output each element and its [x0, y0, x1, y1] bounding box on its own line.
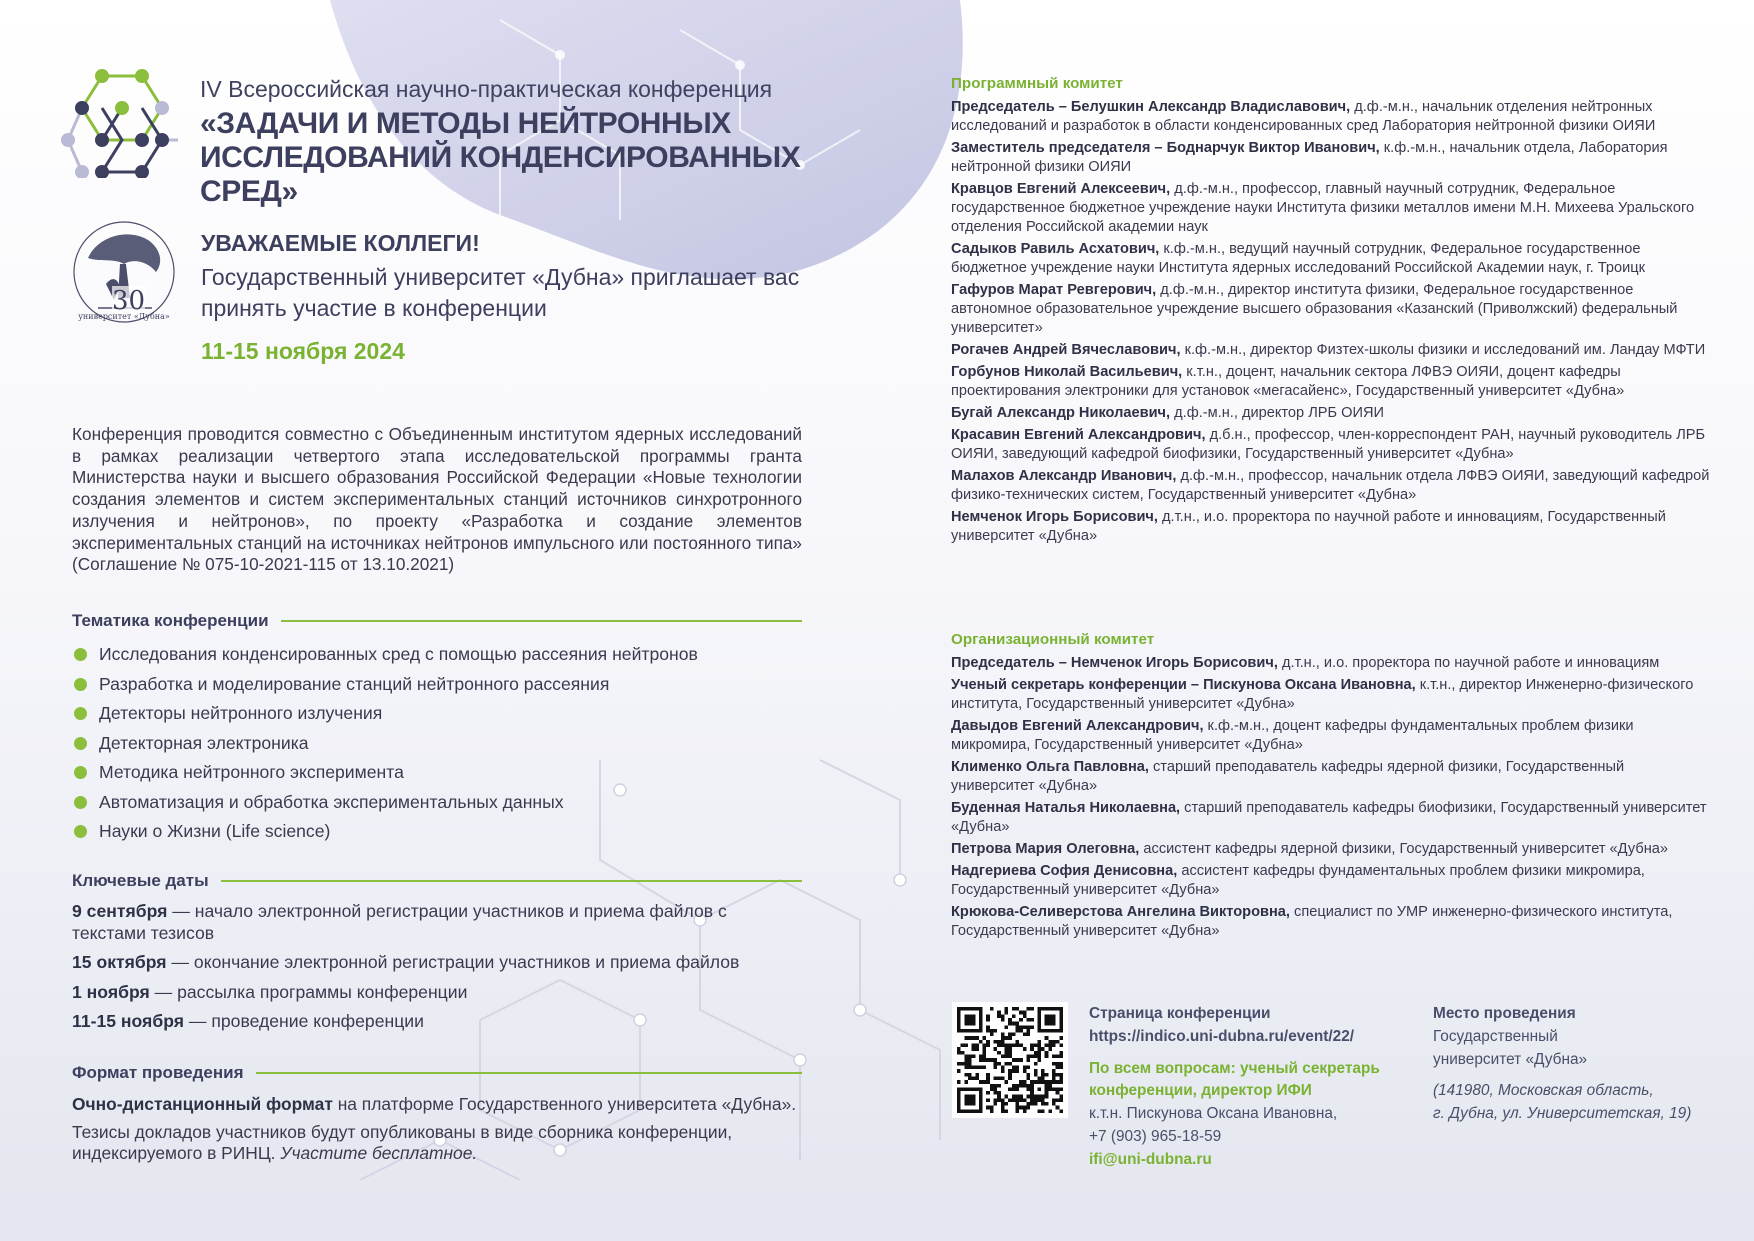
questions-line-2: конференции, директор ИФИ [1089, 1082, 1312, 1099]
member-name: Петрова Мария Олеговна, [951, 841, 1140, 857]
committee-member [951, 676, 1711, 714]
university-logo [68, 218, 180, 326]
member-desc: д.ф.-м.н., директор института физики, Федеральное государственное автономное образовательное учреждение высшего образования «Казанский (Приволжский) федеральный университет» [951, 282, 1678, 336]
key-date: 9 сентября [72, 901, 168, 921]
org-committee [951, 631, 1711, 944]
committee-member [951, 508, 1711, 546]
committee-member [951, 840, 1711, 859]
divider [221, 880, 802, 882]
member-desc: старший преподаватель кафедры биофизики, Государственный университет «Дубна» [951, 800, 1707, 835]
key-date-text: — проведение конференции [183, 1011, 424, 1031]
university-logo-number: 30 [112, 286, 146, 316]
member-name: Заместитель председателя – Боднарчук Виктор Иванович, [951, 140, 1380, 156]
bullet-icon [74, 678, 87, 691]
format-line-1 [72, 1094, 812, 1116]
committee-member [951, 654, 1711, 673]
venue-line-2: университет «Дубна» [1433, 1051, 1588, 1068]
org-committee-heading: Организационный комитет [951, 631, 1155, 648]
key-date-item [72, 901, 802, 944]
key-date-item [72, 1011, 802, 1033]
venue-address-2: г. Дубна, ул. Университетская, 19) [1433, 1105, 1692, 1122]
qr-code[interactable] [952, 1002, 1068, 1118]
member-desc: к.ф.-м.н., ведущий научный сотрудник, Федеральное государственное бюджетное учреждение науки Института ядерных исследований Российской Академии наук, г. Троицк [951, 241, 1645, 276]
member-desc: старший преподаватель кафедры ядерной физики, Государственный университет «Дубна» [951, 759, 1625, 794]
topic-text: Исследования конденсированных сред с помощью рассеяния нейтронов [99, 644, 698, 665]
member-name: Буденная Наталья Николаевна, [951, 800, 1181, 816]
member-name: Председатель – Белушкин Александр Владиславович, [951, 99, 1351, 115]
topic-text: Разработка и моделирование станций нейтронного рассеяния [99, 673, 610, 694]
committee-member [951, 281, 1711, 338]
list-item [74, 817, 698, 847]
key-date: 15 октября [72, 952, 167, 972]
committee-member [951, 404, 1711, 423]
bullet-icon [74, 737, 87, 750]
member-name: Крюкова-Селиверстова Ангелина Викторовна, [951, 904, 1290, 920]
key-date-text: — рассылка программы конференции [149, 981, 468, 1002]
member-desc: специалист по УМР инженерно-физического института, Государственный университет «Дубна» [951, 904, 1673, 939]
conference-subtitle: IV Всероссийская научно-практическая конференция [200, 76, 773, 102]
conference-title [200, 107, 840, 209]
divider [256, 1072, 802, 1074]
format-text: Тезисы докладов участников будут опубликованы в виде сборника конференции, индексируемого в РИНЦ. [72, 1121, 733, 1163]
conference-logo [60, 68, 184, 178]
member-desc: д.ф.-м.н., начальник отделения нейтронных исследований и разработок в области конденсированных сред Лаборатория нейтронной физики ОИЯИ [951, 99, 1656, 134]
committee-member [951, 717, 1711, 755]
bullet-icon [74, 707, 87, 720]
member-name: Гафуров Марат Ревгерович, [951, 282, 1157, 298]
member-desc: д.ф.-м.н., директор ЛРБ ОИЯИ [1170, 405, 1385, 421]
greeting-heading: УВАЖАЕМЫЕ КОЛЛЕГИ! [201, 230, 480, 256]
format-bold: Очно-дистанционный формат [72, 1094, 333, 1114]
conference-link[interactable]: https://indico.uni-dubna.ru/event/22/ [1089, 1028, 1355, 1045]
list-item [74, 640, 698, 670]
venue-block [1433, 1002, 1733, 1125]
member-desc: д.б.н., профессор, член-корреспондент РАН, научный руководитель ЛРБ ОИЯИ, заведующий кафедрой биофизики, Государственный университет «Дубна» [951, 427, 1706, 462]
member-name: Рогачев Андрей Вячеславович, [951, 342, 1181, 358]
key-date-text: — окончание электронной регистрации участников и приема файлов [166, 952, 740, 972]
bullet-icon [74, 766, 87, 779]
conference-dates: 11-15 ноября 2024 [201, 338, 405, 364]
member-name: Надгериева София Денисовна, [951, 863, 1178, 879]
divider [281, 620, 802, 622]
format-heading [72, 1063, 802, 1083]
contact-block [1089, 1002, 1419, 1171]
university-logo-text: университет «Дубна» [78, 312, 170, 321]
topics-heading [72, 611, 802, 631]
committee-member [951, 180, 1711, 237]
bullet-icon [74, 825, 87, 838]
member-name: Красавин Евгений Александрович, [951, 427, 1206, 443]
topics-list [74, 640, 698, 847]
format-text: на платформе Государственного университета «Дубна». [332, 1094, 797, 1114]
member-name: Кравцов Евгений Алексеевич, [951, 181, 1171, 197]
member-desc: д.ф.-м.н., профессор, начальник отдела ЛФВЭ ОИЯИ, заведующий кафедрой физико-технических систем, Государственный университет «Дубна» [951, 468, 1710, 503]
topics-heading-label: Тематика конференции [72, 611, 269, 630]
title-line-1: «ЗАДАЧИ И МЕТОДЫ НЕЙТРОННЫХ [200, 107, 731, 140]
committee-member [951, 240, 1711, 278]
key-date-item [72, 982, 802, 1004]
topic-text: Автоматизация и обработка экспериментальных данных [99, 791, 564, 812]
page-label: Страница конференции [1089, 1005, 1271, 1022]
key-dates-heading [72, 871, 802, 891]
topic-text: Детекторная электроника [99, 732, 309, 753]
member-desc: д.ф.-м.н., профессор, главный научный сотрудник, Федеральное государственное бюджетное учреждение науки Института физики металлов имени М.Н. Михеева Уральского отделения Российской академии наук [951, 181, 1695, 235]
list-item [74, 758, 698, 788]
format-section [72, 1094, 812, 1171]
committee-member [951, 467, 1711, 505]
member-name: Малахов Александр Иванович, [951, 468, 1177, 484]
contact-email[interactable]: ifi@uni-dubna.ru [1089, 1151, 1212, 1168]
committee-member [951, 862, 1711, 900]
committee-member [951, 341, 1711, 360]
key-dates-list [72, 901, 802, 1041]
committee-member [951, 426, 1711, 464]
member-name: Бугай Александр Николаевич, [951, 405, 1171, 421]
member-desc: д.т.н., и.о. проректора по научной работе и инновациям [1277, 655, 1660, 671]
contact-person: к.т.н. Пискунова Оксана Ивановна, [1089, 1105, 1338, 1122]
list-item [74, 670, 698, 700]
key-date-text: — начало электронной регистрации участников и приема файлов с текстами тезисов [72, 901, 727, 943]
member-name: Ученый секретарь конференции – Пискунова Оксана Ивановна, [951, 677, 1416, 693]
title-line-2: ИССЛЕДОВАНИЙ КОНДЕНСИРОВАННЫХ СРЕД» [200, 141, 801, 208]
venue-line-1: Государственный [1433, 1028, 1558, 1045]
format-line-2 [72, 1122, 812, 1165]
contact-phone[interactable]: +7 (903) 965-18-59 [1089, 1128, 1222, 1145]
list-item [74, 699, 698, 729]
member-desc: ассистент кафедры ядерной физики, Государственный университет «Дубна» [1139, 841, 1668, 857]
member-desc: д.т.н., и.о. проректора по научной работе и инновациям, Государственный университет «Дубна» [951, 509, 1666, 544]
committee-member [951, 363, 1711, 401]
member-desc: к.т.н., доцент, начальник сектора ЛФВЭ ОИЯИ, доцент кафедры проектирования электроники для установок «мегасайенс», Государственный университет «Дубна» [951, 364, 1625, 399]
committee-member [951, 799, 1711, 837]
topic-text: Науки о Жизни (Life science) [99, 821, 331, 842]
member-desc: ассистент кафедры фундаментальных проблем физики микромира, Государственный университет «Дубна» [951, 863, 1645, 898]
key-date-item [72, 952, 802, 974]
member-name: Садыков Равиль Асхатович, [951, 241, 1160, 257]
key-dates-heading-label: Ключевые даты [72, 871, 209, 890]
committee-member [951, 139, 1711, 177]
topic-text: Детекторы нейтронного излучения [99, 703, 383, 724]
questions-line-1: По всем вопросам: ученый секретарь [1089, 1060, 1380, 1077]
member-name: Давыдов Евгений Александрович, [951, 718, 1204, 734]
bullet-icon [74, 796, 87, 809]
intro-paragraph: Конференция проводится совместно с Объединенным институтом ядерных исследований в рамках реализации четвертого этапа исследовательской программы гранта Министерства науки и высшего образования Российской Федерации «Новые технологии создания элементов и систем экспериментальных станций источников синхротронного излучения и нейтронов», по проекту «Разработка и создание элементов экспериментальных станций на источниках нейтронов импульсного или постоянного типа» (Соглашение № 075-10-2021-115 от 13.10.2021) [72, 424, 802, 575]
format-heading-label: Формат проведения [72, 1063, 244, 1082]
bullet-icon [74, 648, 87, 661]
member-desc: к.ф.-м.н., начальник отдела, Лаборатория нейтронной физики ОИЯИ [951, 140, 1668, 175]
list-item [74, 729, 698, 759]
program-committee-heading: Программный комитет [951, 75, 1123, 92]
committee-member [951, 758, 1711, 796]
member-name: Клименко Ольга Павловна, [951, 759, 1149, 775]
key-date: 1 ноября [72, 981, 150, 1002]
member-name: Немченок Игорь Борисович, [951, 509, 1158, 525]
member-desc: к.ф.-м.н., директор Физтех-школы физики и исследований им. Ландау МФТИ [1180, 342, 1706, 358]
venue-label: Место проведения [1433, 1005, 1576, 1022]
program-committee [951, 75, 1711, 549]
key-date: 11-15 ноября [72, 1011, 184, 1031]
greeting-text: Государственный университет «Дубна» приглашает вас принять участие в конференции [201, 264, 800, 321]
committee-member [951, 98, 1711, 136]
member-desc: к.т.н., директор Инженерно-физического института, Государственный университет «Дубна» [951, 677, 1694, 712]
member-name: Горбунов Николай Васильевич, [951, 364, 1183, 380]
list-item [74, 788, 698, 818]
topic-text: Методика нейтронного эксперимента [99, 762, 404, 783]
venue-address-1: (141980, Московская область, [1433, 1082, 1654, 1099]
format-italic: Участите бесплатное. [280, 1143, 478, 1163]
member-desc: к.ф.-м.н., доцент кафедры фундаментальных проблем физики микромира, Государственный университет «Дубна» [951, 718, 1634, 753]
committee-member [951, 903, 1711, 941]
member-name: Председатель – Немченок Игорь Борисович, [951, 655, 1278, 671]
